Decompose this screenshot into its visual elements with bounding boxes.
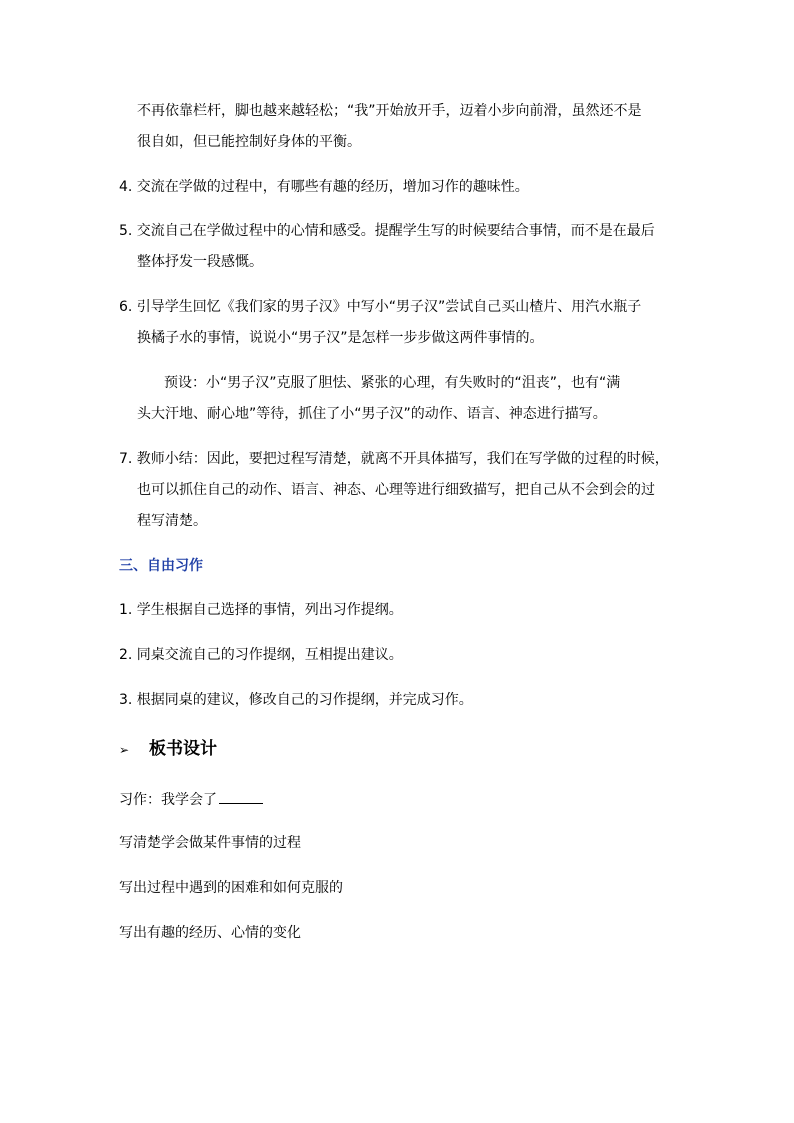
- board-line: [119, 789, 263, 810]
- arrow-bullet-icon: ➢: [119, 743, 130, 757]
- list-item: 7. 教师小结：因此，要把过程写清楚，就离不开具体描写，我们在写学做的过程的时候，: [119, 451, 669, 467]
- board-line: 写出有趣的经历、心情的变化: [119, 925, 301, 941]
- blank-underline: [219, 789, 263, 804]
- section-heading: 三、自由习作: [119, 558, 203, 574]
- list-item: 4. 交流在学做的过程中，有哪些有趣的经历，增加习作的趣味性。: [119, 179, 529, 195]
- paragraph-line: 不再依靠栏杆，脚也越来越轻松；“我”开始放开手，迈着小步向前滑，虽然还不是: [137, 103, 642, 119]
- board-line-text: 习作：我学会了: [119, 792, 217, 808]
- board-design-heading: [119, 737, 217, 762]
- paragraph-line: 程写清楚。: [137, 513, 207, 529]
- list-item: 1. 学生根据自己选择的事情，列出习作提纲。: [119, 602, 403, 618]
- paragraph-line: 也可以抓住自己的动作、语言、神态、心理等进行细致描写，把自己从不会到会的过: [137, 482, 655, 498]
- list-item: 5. 交流自己在学做过程中的心情和感受。提醒学生写的时候要结合事情，而不是在最后: [119, 223, 655, 239]
- board-line: 写出过程中遇到的困难和如何克服的: [119, 880, 343, 896]
- paragraph-line: 头大汗地、耐心地”等待，抓住了小“男子汉”的动作、语言、神态进行描写。: [137, 406, 607, 422]
- paragraph-line: 整体抒发一段感慨。: [137, 254, 263, 270]
- board-design-title: 板书设计: [149, 739, 217, 759]
- paragraph-line: 很自如，但已能控制好身体的平衡。: [137, 134, 361, 150]
- paragraph-line: 换橘子水的事情，说说小“男子汉”是怎样一步步做这两件事情的。: [137, 330, 544, 346]
- board-line: 写清楚学会做某件事情的过程: [119, 835, 301, 851]
- list-item: 2. 同桌交流自己的习作提纲，互相提出建议。: [119, 647, 403, 663]
- list-item: 6. 引导学生回忆《我们家的男子汉》中写小“男子汉”尝试自己买山楂片、用汽水瓶子: [119, 299, 642, 315]
- preset-paragraph: 预设：小“男子汉”克服了胆怯、紧张的心理，有失败时的“沮丧”，也有“满: [164, 375, 621, 391]
- list-item: 3. 根据同桌的建议，修改自己的习作提纲，并完成习作。: [119, 692, 473, 708]
